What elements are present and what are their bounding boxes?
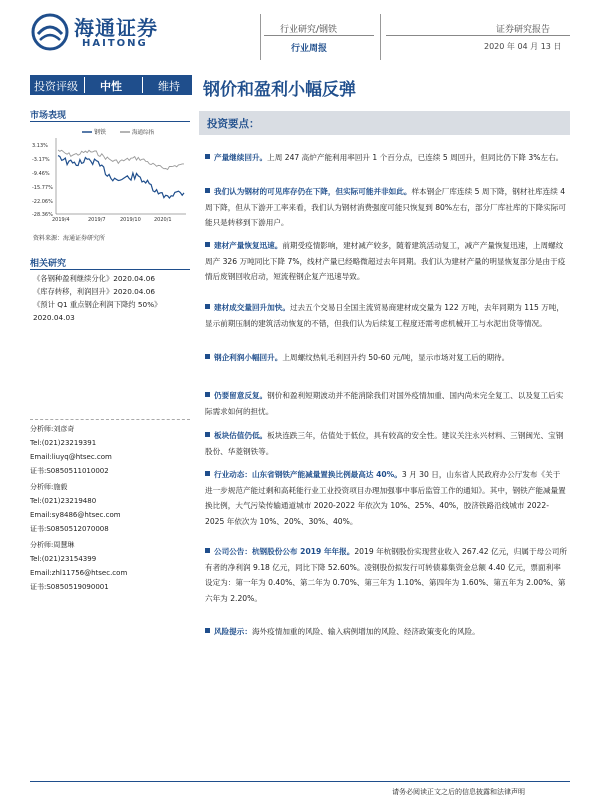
bullet-square-icon [205, 471, 210, 476]
x-tick-label: 2019/7 [88, 217, 106, 223]
footer-rule [30, 781, 570, 782]
point-item [205, 238, 567, 285]
market-chart [30, 124, 190, 224]
point-body: 前期受疫情影响，建材减产较多，随着建筑活动复工，减产产量恢复迅速，上周螺纹周产 326 万吨同比下降 7%，线材产量已经略微超过去年同期。我们认为建材产量的明显恢复部分是由于疫情后废钢回收启动，短流程钢企复产迅速导致。 [205, 241, 566, 281]
market-section-title: 市场表现 [30, 111, 67, 121]
related-item[interactable]: 《预计 Q1 重点钢企利润下降约 50%》 [33, 300, 162, 309]
point-item [205, 428, 567, 459]
rating-divider [84, 77, 85, 93]
y-tick-label: 3.13% [32, 143, 48, 149]
y-tick-label: -3.17% [32, 157, 50, 163]
point-item [205, 388, 567, 419]
points-title: 投资要点： [207, 118, 260, 130]
bullet-square-icon [205, 548, 210, 553]
point-body: 板块连跌三年，估值处于低位，具有较高的安全性。建议关注永兴材料、三钢闽光、宝钢股份、华菱钢铁等。 [205, 431, 564, 456]
rating-divider [142, 77, 143, 93]
legend-steel: 钢铁 [94, 129, 107, 136]
point-body: 3 月 30 日，山东省人民政府办公厅发布《关于进一步规范产能过剩和高耗能行业工业投资项目办理加强事中事后监管工作的通知》。其中，钢铁产能减量置换比例，大气污染传输通道城市 2020-2022 年依次为 10%、25%、40%，胶济铁路沿线城市 2022-2025 年依次为 10%、20%、30%、40%。 [205, 470, 566, 526]
point-item [205, 300, 567, 331]
point-item [205, 624, 567, 640]
point-head: 仍要留意反复。 [214, 391, 268, 400]
rating-bar [30, 75, 192, 95]
point-body: 海外疫情加重的风险、输入病例增加的风险、经济政策变化的风险。 [251, 627, 480, 636]
point-item [205, 467, 567, 529]
section-rule [30, 121, 190, 122]
analyst-email[interactable]: Email:zhl11756@htsec.com [30, 569, 128, 577]
analyst-name: 分析师:刘彦奇 [30, 425, 75, 433]
header-rule [264, 35, 374, 36]
header-date: 2020 年 04 月 13 日 [484, 42, 562, 51]
point-head: 板块估值仍低。 [214, 431, 268, 440]
analyst-tel: Tel:(021)23154399 [30, 555, 97, 563]
x-tick-label: 2020/1 [154, 217, 172, 223]
points-header [199, 111, 570, 135]
point-head: 行业动态：山东省钢铁产能减量置换比例最高达 40%。 [214, 470, 402, 479]
logo-text-cn: 海通证券 [74, 16, 158, 40]
point-head: 公司公告：杭钢股份公布 2019 年年报。 [214, 547, 355, 556]
analyst-tel: Tel:(021)23219480 [30, 497, 97, 505]
series-line-index [58, 150, 184, 170]
bullet-square-icon [205, 354, 210, 359]
point-item [205, 150, 567, 166]
rating-value: 中性 [100, 80, 122, 93]
point-head: 建材成交量回升加快。 [214, 303, 290, 312]
x-tick-label: 2019/4 [52, 217, 70, 223]
x-tick-label: 2019/10 [120, 217, 141, 223]
analyst-cert: 证书:S0850519090001 [30, 583, 109, 591]
haitong-logo-icon [30, 12, 70, 52]
analyst-card [30, 480, 195, 536]
point-body: 钢价和盈利短期波动并不能消除我们对国外疫情加重、国内尚未完全复工、以及复工后实际需求如何的担忧。 [205, 391, 564, 416]
bullet-square-icon [205, 242, 210, 247]
header-weekly: 行业周报 [291, 44, 328, 54]
y-tick-label: -28.36% [32, 212, 53, 218]
point-body: 样本钢企厂库连续 5 周下降，钢材社库连续 4 周下降，但从下游开工率来看，我们认为钢材消费强度可能只恢复到 80%左右，部分厂库社库的下降实际可能只是转移到下游用户。 [205, 187, 567, 227]
header-industry: 行业研究/钢铁 [280, 25, 338, 35]
point-body: 上周螺纹热轧毛利回升约 50-60 元/吨，显示市场对复工后的期待。 [282, 353, 510, 362]
related-item[interactable]: 《库存转移，利润回升》2020.04.06 [33, 287, 156, 296]
point-head: 建材产量恢复迅速。 [214, 241, 283, 250]
y-tick-label: -15.77% [32, 185, 53, 191]
analyst-divider [30, 419, 190, 420]
header-divider [380, 14, 381, 60]
series-line-steel [58, 156, 184, 198]
point-body: 过去五个交易日全国主流贸易商建材成交量为 122 万吨，去年同期为 115 万吨，显示前期压制的建筑活动恢复的不错，但我们认为后续复工程度还需考虑机械开工与水泥出货等情况。 [205, 303, 564, 328]
point-body: 2019 年杭钢股份实现营业收入 267.42 亿元，归属于母公司所有者的净利润 9.18 亿元，同比下降 52.60%。凌钢股份拟发行可转债募集资金总额 4.40 亿元，票面利率设定为：第一年为 0.40%、第二年为 0.70%、第三年为 1.10%、第四年为 1.60%、第五年为 2.00%、第六年为 2.20%。 [205, 547, 567, 603]
rating-action: 维持 [158, 80, 180, 93]
point-head: 我们认为钢材的可见库存仍在下降，但实际可能并非如此。 [214, 187, 412, 196]
point-head: 风险提示： [214, 627, 252, 636]
bullet-square-icon [205, 432, 210, 437]
analyst-name: 分析师:施毅 [30, 483, 68, 491]
related-item: 2020.04.03 [33, 313, 75, 322]
point-item [205, 184, 567, 231]
legend-index: 海通综指 [132, 130, 155, 136]
footer-disclaimer[interactable]: 请务必阅读正文之后的信息披露和法律声明 [392, 788, 525, 796]
bullet-square-icon [205, 188, 210, 193]
market-chart-svg [30, 124, 190, 224]
bullet-square-icon [205, 304, 210, 309]
analyst-card [30, 422, 195, 478]
point-item [205, 350, 567, 366]
y-tick-label: -9.46% [32, 171, 50, 177]
page-title: 钢价和盈利小幅反弹 [203, 80, 356, 100]
bullet-square-icon [205, 154, 210, 159]
analyst-cert: 证书:S0850511010002 [30, 467, 109, 475]
point-head: 钢企利润小幅回升。 [214, 353, 283, 362]
analyst-cert: 证书:S0850512070008 [30, 525, 109, 533]
point-body: 上周 247 高炉产能利用率回升 1 个百分点，已连续 5 周回升，但同比仍下降 3%左右。 [267, 153, 564, 162]
analyst-email[interactable]: Email:sy8486@htsec.com [30, 511, 121, 519]
header-report-type: 证券研究报告 [496, 25, 551, 35]
header-rule [386, 35, 570, 36]
y-tick-label: -22.06% [32, 199, 53, 205]
header-divider [260, 14, 261, 60]
analyst-card [30, 538, 195, 594]
analyst-tel: Tel:(021)23219391 [30, 439, 97, 447]
rating-label: 投资评级 [34, 80, 78, 93]
related-section-title: 相关研究 [30, 259, 67, 269]
bullet-square-icon [205, 628, 210, 633]
section-rule [30, 269, 190, 270]
point-item [205, 544, 567, 606]
bullet-square-icon [205, 392, 210, 397]
point-head: 产量继续回升。 [214, 153, 268, 162]
related-item[interactable]: 《各钢种盈利继续分化》2020.04.06 [33, 274, 156, 283]
related-list [33, 272, 193, 324]
chart-source: 资料来源：海通证券研究所 [33, 235, 106, 242]
analyst-email[interactable]: Email:liuyq@htsec.com [30, 453, 112, 461]
analyst-name: 分析师:周慧琳 [30, 541, 75, 549]
logo-text-en: HAITONG [82, 38, 148, 49]
